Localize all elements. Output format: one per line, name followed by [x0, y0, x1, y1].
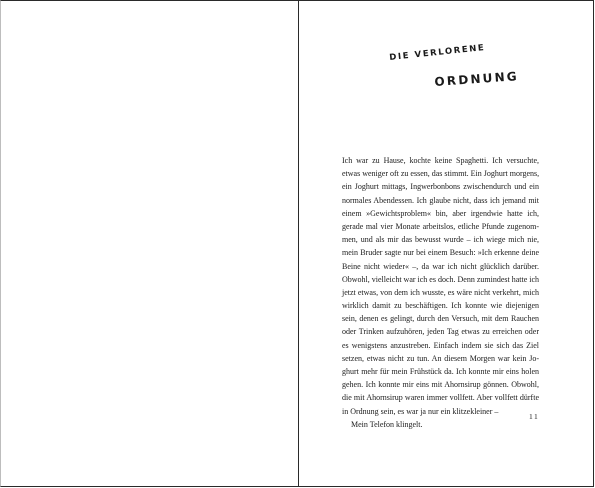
- chapter-body-text: [342, 154, 539, 431]
- page-number: 11: [529, 412, 540, 421]
- left-page-blank: [1, 1, 299, 486]
- text-line: Beine nicht wieder« –, da war ich nicht glücklich darüber.: [342, 261, 539, 271]
- text-line: etwas weniger oft zu essen, das stimmt. Ein Joghurt morgens,: [342, 169, 540, 179]
- text-line: normales Abendessen. Ich glaube nicht, dass ich jemand mit: [342, 195, 539, 205]
- text-line: ghurt mehr für mein Frühstück da. Ich konnte mir eins holen: [342, 367, 539, 376]
- text-line: gerade mal vier Monate arbeitslos, etliche Pfunde zugenom-: [342, 221, 539, 231]
- text-line: men, und als mir das bewusst wurde – ich wiege mich nie,: [342, 235, 539, 245]
- text-line: ein Joghurt mittags, Ingwerbonbons zwischendurch und ein: [342, 182, 539, 192]
- text-line: in Ordnung sein, es war ja nur ein klitzekleiner –: [342, 406, 499, 416]
- text-line: setzen, etwas nicht zu tun. An diesem Morgen war kein Jo-: [342, 353, 539, 363]
- text-line: Ich war zu Hause, kochte keine Spaghetti. Ich versuchte,: [342, 156, 539, 165]
- chapter-title-line-2: ORDNUNG: [434, 69, 520, 89]
- text-line: jetzt etwas, von dem ich wusste, es wäre nicht verkehrt, mich: [342, 287, 539, 297]
- text-line: es wenigstens anzustreben. Einfach indem sie sich das Ziel: [342, 340, 539, 350]
- text-line: sein, denen es gelingt, durch den Versuch, mit dem Rauchen: [342, 314, 539, 324]
- text-line: gehen. Ich konnte mir eins mit Ahornsirup gönnen. Obwohl,: [342, 380, 539, 390]
- text-line: Obwohl, vielleicht war ich es doch. Denn zumindest hatte ich: [342, 274, 540, 284]
- text-line: Mein Telefon klingelt.: [351, 419, 423, 429]
- text-line: mein Bruder sagte nur bei einem Besuch: »Ich erkenne deine: [342, 248, 539, 258]
- text-line: wirklich damit zu beschäftigen. Ich konnte wie diejenigen: [342, 301, 539, 311]
- text-line: einem »Gewichtsproblem« bin, aber irgendwie hatte ich,: [342, 208, 539, 218]
- text-line: die mit Ahornsirup waren immer vollfett. Aber vollfett dürfte: [342, 393, 539, 403]
- text-line: oder Trinken aufzuhören, jeden Tag etwas zu erreichen oder: [342, 327, 539, 337]
- chapter-title-line-1: DIE VERLORENE: [388, 42, 486, 63]
